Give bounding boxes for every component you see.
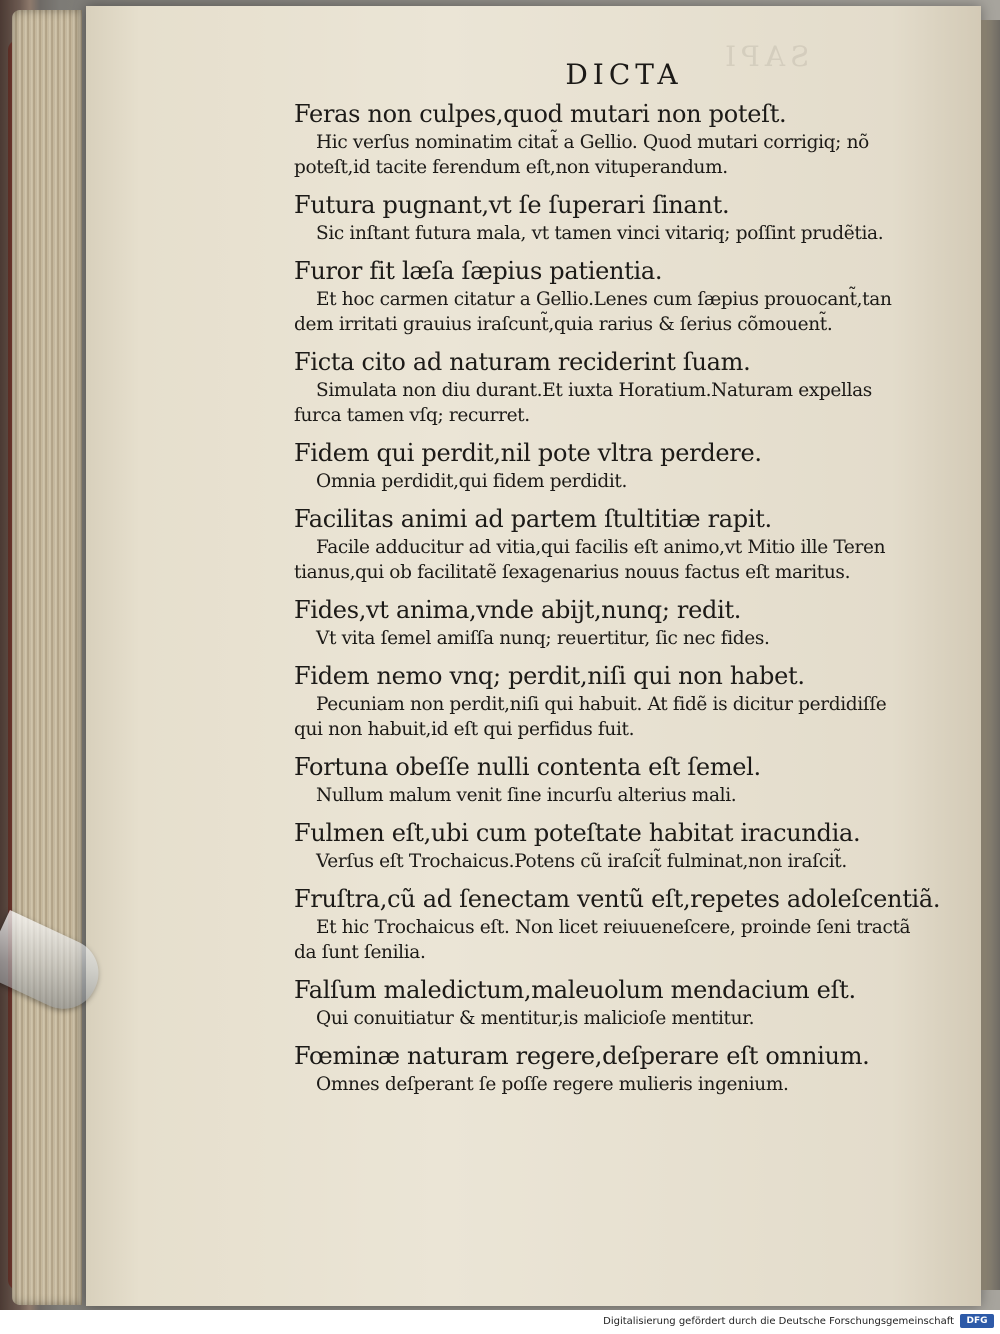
dictum-entry	[294, 438, 934, 494]
dictum-entry	[294, 190, 934, 246]
dictum-lemma: Fidem qui perdit,nil pote vltra perdere.	[294, 439, 762, 467]
dictum-lemma: Fruſtra,cũ ad ſenectam ventũ eſt,repetes adoleſcentiã.	[294, 885, 941, 913]
dictum-lemma: Furor fit læſa ſæpius patientia.	[294, 257, 663, 285]
dictum-lemma: Fœminæ naturam regere,deſperare eſt omnium.	[294, 1042, 870, 1070]
dictum-comment-line: Pecuniam non perdit,niſi qui habuit. At fidẽ is dicitur perdidiſſe	[316, 694, 887, 715]
dictum-comment-line: Nullum malum venit ſine incurſu alterius mali.	[316, 785, 737, 806]
dictum-lemma: Fidem nemo vnq; perdit,niſi qui non habet.	[294, 662, 805, 690]
footer-credit: Digitalisierung gefördert durch die Deutsche Forschungsgemeinschaft	[603, 1316, 954, 1327]
dictum-entry	[294, 661, 934, 742]
dictum-lemma: Ficta cito ad naturam reciderint ſuam.	[294, 348, 751, 376]
dictum-entry	[294, 347, 934, 428]
dictum-comment-line: Facile adducitur ad vitia,qui facilis eſt animo,vt Mitio ille Teren	[316, 537, 886, 558]
dictum-comment-line: da ſunt ſenilia.	[294, 942, 426, 963]
page-stack-edge	[12, 10, 82, 1305]
dictum-entry	[294, 975, 934, 1031]
dictum-entry	[294, 504, 934, 585]
dictum-lemma: Fides,vt anima,vnde abijt,nunq; redit.	[294, 596, 742, 624]
dictum-lemma: Fulmen eſt,ubi cum poteſtate habitat iracundia.	[294, 819, 861, 847]
dictum-comment-line: Hic verſus nominatim citat̃ a Gellio. Quod mutari corrigiq; nõ	[316, 132, 869, 153]
dictum-lemma: Feras non culpes,quod mutari non poteſt.	[294, 100, 787, 128]
dictum-lemma: Futura pugnant,vt ſe ſuperari ſinant.	[294, 191, 730, 219]
dictum-comment-line: qui non habuit,id eſt qui perfidus fuit.	[294, 719, 635, 740]
dictum-entry	[294, 595, 934, 651]
dictum-entry	[294, 99, 934, 180]
dictum-comment-line: Verſus eſt Trochaicus.Potens cũ iraſcit̃ fulminat,non iraſcit̃.	[316, 851, 847, 872]
dictum-comment-line: Vt vita ſemel amiſſa nunq; reuertitur, ſic nec fides.	[316, 628, 770, 649]
dictum-comment-line: Et hic Trochaicus eſt. Non licet reiuueneſcere, proinde ſeni tractã	[316, 917, 911, 938]
dfg-logo: DFG	[960, 1314, 994, 1328]
dictum-comment-line: poteſt,id tacite ferendum eſt,non vituperandum.	[294, 157, 728, 178]
dictum-lemma: Falſum maledictum,maleuolum mendacium eſt.	[294, 976, 856, 1004]
dictum-comment-line: tianus,qui ob facilitatẽ ſexagenarius nouus factus eſt maritus.	[294, 562, 851, 583]
dictum-comment-line: Sic inſtant futura mala, vt tamen vinci vitariq; poſſint prudẽtia.	[316, 223, 884, 244]
dictum-lemma: Fortuna obeſſe nulli contenta eſt ſemel.	[294, 753, 761, 781]
dictum-entry	[294, 256, 934, 337]
dictum-comment-line: Omnes deſperant ſe poſſe regere mulieris ingenium.	[316, 1074, 789, 1095]
dictum-comment-line: Simulata non diu durant.Et iuxta Horatium.Naturam expellas	[316, 380, 872, 401]
dictum-comment-line: Qui conuitiatur & mentitur,is malicioſe mentitur.	[316, 1008, 755, 1029]
page-content	[294, 58, 941, 1107]
dictum-entry	[294, 752, 934, 808]
dictum-comment-line: Et hoc carmen citatur a Gellio.Lenes cum ſæpius prouocant̃,tan	[316, 289, 892, 310]
dictum-lemma: Facilitas animi ad partem ſtultitiæ rapit.	[294, 505, 772, 533]
dictum-comment-line: furca tamen vſq; recurret.	[294, 405, 530, 426]
dictum-comment-line: dem irritati grauius iraſcunt̃,quia rarius & ſerius cõmouent̃.	[294, 314, 833, 335]
dictum-entry	[294, 818, 934, 874]
dictum-entry	[294, 884, 941, 965]
running-head: DICTA	[565, 58, 683, 91]
dictum-comment-line: Omnia perdidit,qui fidem perdidit.	[316, 471, 628, 492]
dicta-list	[294, 99, 941, 1097]
dictum-entry	[294, 1041, 934, 1097]
